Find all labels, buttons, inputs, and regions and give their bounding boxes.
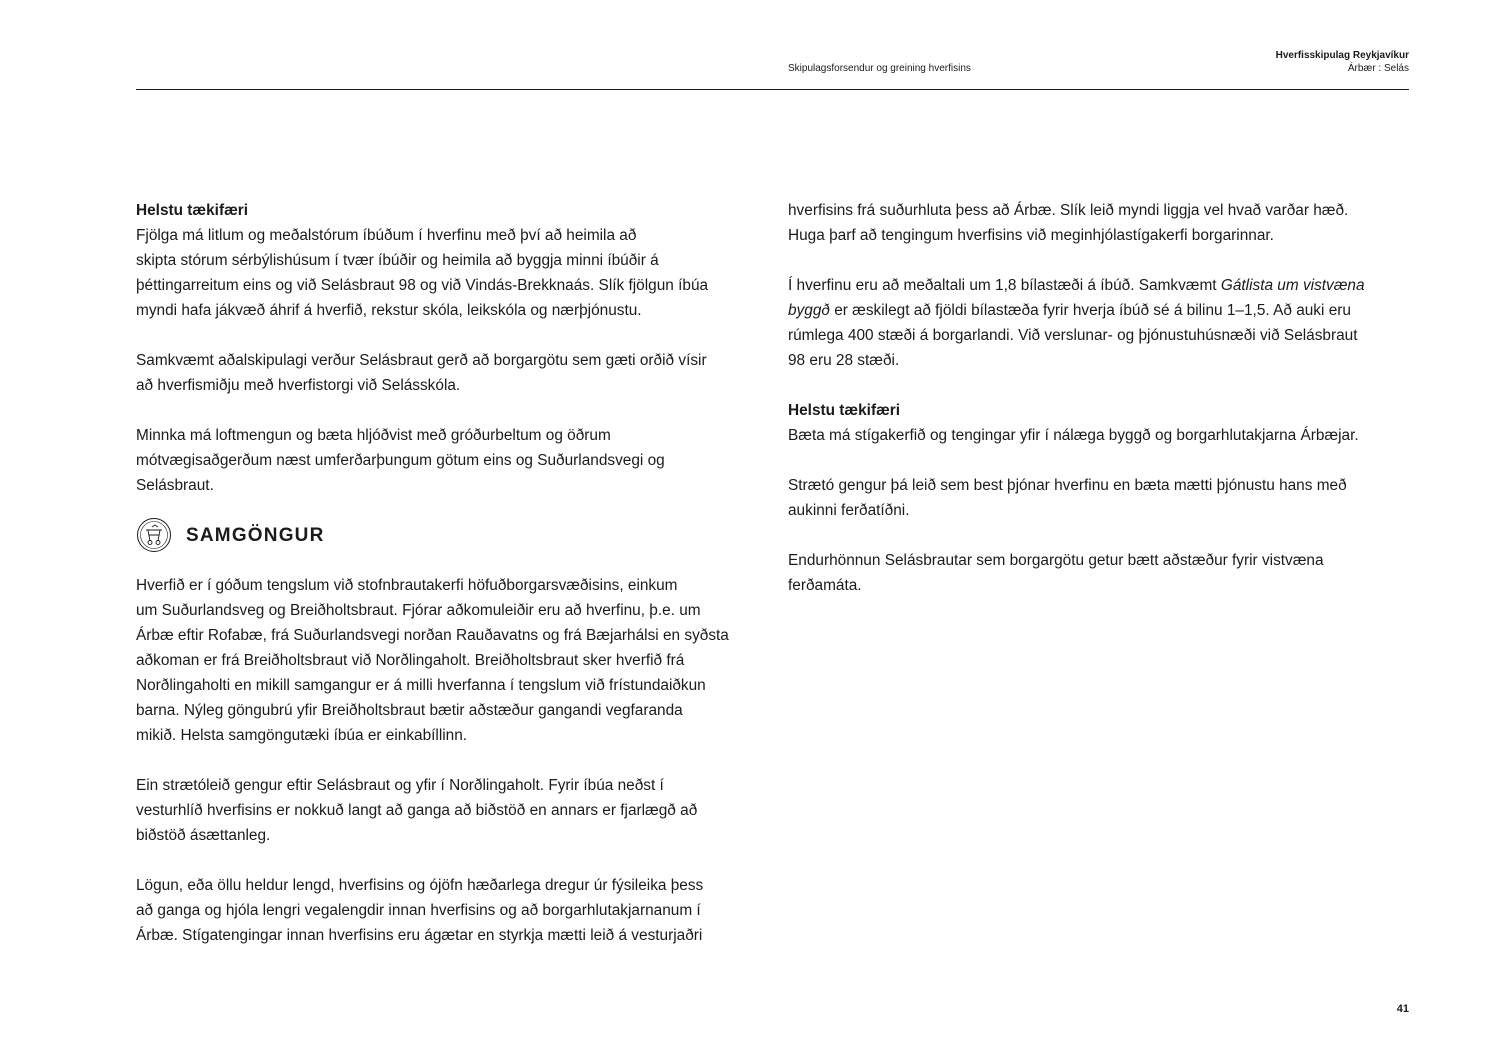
paragraph-line: rúmlega 400 stæði á borgarlandi. Við verslunar- og þjónustuhúsnæði við Selásbraut xyxy=(788,327,1358,344)
header-document-title xyxy=(1276,49,1409,75)
paragraph-line: Endurhönnun Selásbrautar sem borgargötu getur bætt aðstæður fyrir vistvæna xyxy=(788,552,1324,569)
left-heading-opportunities: Helstu tækifæri xyxy=(136,202,249,219)
paragraph-line: Selásbraut. xyxy=(136,477,214,494)
document-subtitle: Árbær : Selás xyxy=(1347,63,1409,74)
paragraph-line: að ganga og hjóla lengri vegalengdir innan hverfisins og að borgarhlutakjarnanum í xyxy=(136,902,701,919)
paragraph-line: Huga þarf að tengingum hverfisins við meginhjólastígakerfi borgarinnar. xyxy=(788,227,1274,244)
paragraph-line: biðstöð ásættanleg. xyxy=(136,827,271,844)
header-divider xyxy=(136,89,1409,90)
section-title: SAMGÖNGUR xyxy=(186,524,325,546)
paragraph-line: Lögun, eða öllu heldur lengd, hverfisins og ójöfn hæðarlega dregur úr fýsileika þess xyxy=(136,877,704,894)
paragraph-line: vesturhlíð hverfisins er nokkuð langt að ganga að biðstöð en annars er fjarlægð að xyxy=(136,802,698,819)
paragraph-line: mótvægisaðgerðum næst umferðarþungum götum eins og Suðurlandsvegi og xyxy=(136,452,665,469)
paragraph-line: mikið. Helsta samgöngutæki íbúa er einkabíllinn. xyxy=(136,727,468,744)
paragraph-line: Strætó gengur þá leið sem best þjónar hverfinu en bæta mætti þjónustu hans með xyxy=(788,477,1347,494)
text-span: Í hverfinu eru að meðaltali um 1,8 bílastæði á íbúð. Samkvæmt xyxy=(788,277,1221,294)
paragraph-line: skipta stórum sérbýlishúsum í tvær íbúðir og heimila að byggja minni íbúðir á xyxy=(136,252,659,269)
paragraph-line: Minnka má loftmengun og bæta hljóðvist með gróðurbeltum og öðrum xyxy=(136,427,611,444)
right-heading-opportunities: Helstu tækifæri xyxy=(788,402,901,419)
paragraph-line: Hverfið er í góðum tengslum við stofnbrautakerfi höfuðborgarsvæðisins, einkum xyxy=(136,577,678,594)
paragraph-line: að hverfismiðju með hverfistorgi við Selásskóla. xyxy=(136,377,461,394)
paragraph-line: þéttingarreitum eins og við Selásbraut 98 og við Vindás-Brekknaás. Slík fjölgun íbúa xyxy=(136,277,709,294)
right-column xyxy=(788,198,1413,598)
transport-icon xyxy=(136,517,172,553)
document-title: Hverfisskipulag Reykjavíkur xyxy=(1275,50,1409,61)
paragraph-line: Norðlingaholti en mikill samgangur er á milli hverfanna í tengslum við frístundaiðkun xyxy=(136,677,706,694)
section-heading-transport xyxy=(136,510,756,560)
paragraph-line: 98 eru 28 stæði. xyxy=(788,352,900,369)
paragraph-line: Fjölga má litlum og meðalstórum íbúðum í hverfinu með því að heimila að xyxy=(136,227,637,244)
paragraph-line: Árbæ eftir Rofabæ, frá Suðurlandsvegi norðan Rauðavatns og frá Bæjarhálsi en syðsta xyxy=(136,627,729,644)
document-reference: byggð xyxy=(788,302,830,319)
paragraph-line: myndi hafa jákvæð áhrif á hverfið, rekstur skóla, leikskóla og nærþjónustu. xyxy=(136,302,642,319)
paragraph-line: aukinni ferðatíðni. xyxy=(788,502,910,519)
paragraph-line xyxy=(788,273,1413,298)
header-section-title: Skipulagsforsendur og greining hverfisins xyxy=(788,63,971,74)
paragraph-line: hverfisins frá suðurhluta þess að Árbæ. Slík leið myndi liggja vel hvað varðar hæð. xyxy=(788,202,1349,219)
page-number: 41 xyxy=(1396,1003,1409,1015)
paragraph-line: Ein strætóleið gengur eftir Selásbraut og yfir í Norðlingaholt. Fyrir íbúa neðst í xyxy=(136,777,664,794)
paragraph-line: um Suðurlandsveg og Breiðholtsbraut. Fjórar aðkomuleiðir eru að hverfinu, þ.e. um xyxy=(136,602,701,619)
paragraph-line: ferðamáta. xyxy=(788,577,862,594)
document-reference: Gátlista um vistvæna xyxy=(1220,277,1365,294)
text-span: er æskilegt að fjöldi bílastæða fyrir hverja íbúð sé á bilinu 1–1,5. Að auki eru xyxy=(829,302,1351,319)
paragraph-line xyxy=(788,298,1413,323)
paragraph-line: Árbæ. Stígatengingar innan hverfisins eru ágætar en styrkja mætti leið á vesturjaðri xyxy=(136,927,703,944)
paragraph-line: barna. Nýleg göngubrú yfir Breiðholtsbraut bætir aðstæður gangandi vegfaranda xyxy=(136,702,683,719)
paragraph-line: aðkoman er frá Breiðholtsbraut við Norðlingaholt. Breiðholtsbraut sker hverfið frá xyxy=(136,652,685,669)
paragraph-line: Samkvæmt aðalskipulagi verður Selásbraut gerð að borgargötu sem gæti orðið vísir xyxy=(136,352,707,369)
left-column xyxy=(136,198,756,948)
paragraph-line: Bæta má stígakerfið og tengingar yfir í nálæga byggð og borgarhlutakjarna Árbæjar. xyxy=(788,427,1359,444)
